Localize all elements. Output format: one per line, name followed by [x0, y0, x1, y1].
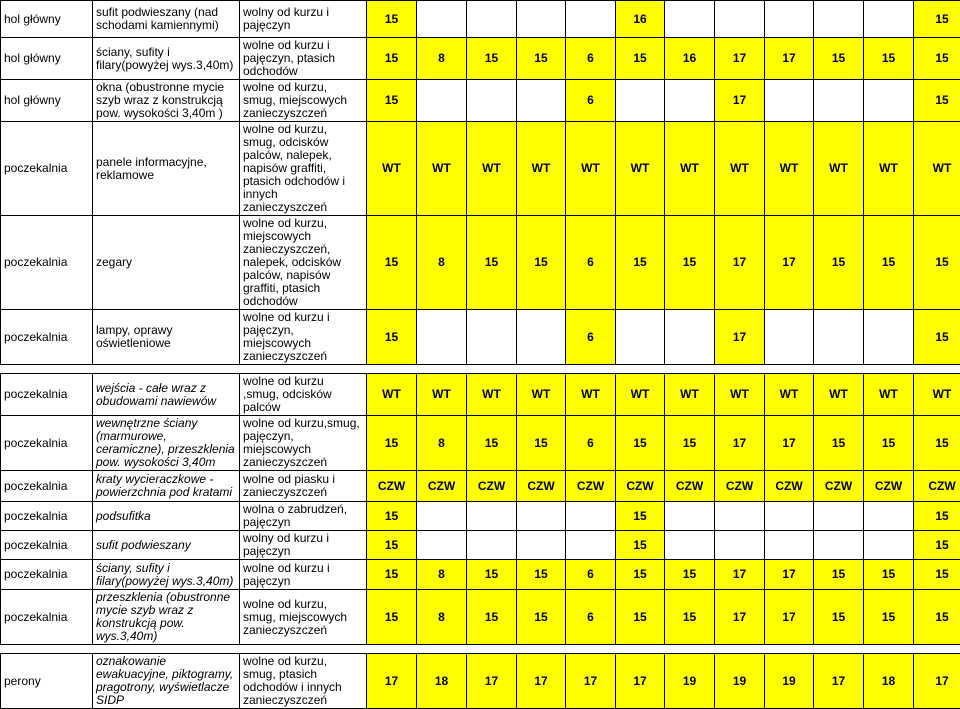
requirements-cell: wolne od kurzu,smug, pajęczyn, miejscowych zanieczyszczeń: [240, 416, 367, 471]
element-cell: kraty wycieraczkowe - powierzchnia pod kratami: [93, 471, 240, 502]
element-cell: ściany, sufity i filary(powyżej wys.3,40m): [93, 38, 240, 80]
frequency-cell: 17: [566, 654, 616, 709]
frequency-cell: WT: [715, 122, 765, 216]
frequency-cell: 15: [517, 416, 566, 471]
location-cell: hol główny: [1, 1, 93, 38]
frequency-cell: 8: [417, 216, 467, 310]
frequency-cell: WT: [367, 122, 417, 216]
frequency-cell: WT: [765, 122, 814, 216]
requirements-cell: wolne od kurzu, miejscowych zanieczyszczeń, nalepek, odcisków palców, napisów graffiti, ptasich odchodów: [240, 216, 367, 310]
frequency-cell: [665, 80, 715, 122]
frequency-cell: 15: [665, 560, 715, 590]
frequency-cell: 18: [864, 654, 914, 709]
frequency-cell: WT: [517, 374, 566, 416]
frequency-cell: WT: [864, 374, 914, 416]
frequency-cell: 15: [367, 216, 417, 310]
frequency-cell: 15: [616, 216, 665, 310]
frequency-cell: [715, 531, 765, 560]
requirements-cell: wolne od kurzu ,smug, odcisków palców: [240, 374, 367, 416]
frequency-cell: 17: [715, 590, 765, 645]
frequency-cell: 16: [665, 38, 715, 80]
frequency-cell: [467, 80, 517, 122]
frequency-cell: 15: [864, 216, 914, 310]
frequency-cell: 18: [417, 654, 467, 709]
frequency-cell: [467, 531, 517, 560]
frequency-cell: 15: [616, 560, 665, 590]
frequency-cell: [814, 310, 864, 365]
frequency-cell: 15: [467, 590, 517, 645]
frequency-cell: 15: [616, 38, 665, 80]
element-cell: wejścia - całe wraz z obudowami nawiewów: [93, 374, 240, 416]
location-cell: hol główny: [1, 80, 93, 122]
frequency-cell: WT: [616, 374, 665, 416]
frequency-cell: 6: [566, 216, 616, 310]
frequency-cell: [517, 502, 566, 531]
frequency-cell: WT: [914, 122, 960, 216]
frequency-cell: CZW: [914, 471, 960, 502]
frequency-cell: 6: [566, 416, 616, 471]
frequency-cell: 15: [914, 310, 960, 365]
frequency-cell: [864, 1, 914, 38]
frequency-cell: WT: [814, 122, 864, 216]
frequency-cell: WT: [665, 122, 715, 216]
frequency-cell: 6: [566, 80, 616, 122]
frequency-cell: [417, 531, 467, 560]
frequency-cell: 15: [367, 416, 417, 471]
frequency-cell: 17: [715, 38, 765, 80]
frequency-cell: [864, 310, 914, 365]
location-cell: poczekalnia: [1, 122, 93, 216]
frequency-cell: CZW: [367, 471, 417, 502]
row-separator: [1, 645, 960, 654]
frequency-cell: 15: [814, 216, 864, 310]
frequency-cell: WT: [765, 374, 814, 416]
frequency-cell: [665, 531, 715, 560]
requirements-cell: wolne od kurzu, smug, ptasich odchodów i innych zanieczyszczeń: [240, 654, 367, 709]
location-cell: poczekalnia: [1, 590, 93, 645]
location-cell: hol główny: [1, 38, 93, 80]
location-cell: poczekalnia: [1, 416, 93, 471]
frequency-cell: 19: [715, 654, 765, 709]
frequency-cell: 15: [665, 590, 715, 645]
frequency-cell: 6: [566, 560, 616, 590]
frequency-cell: CZW: [616, 471, 665, 502]
frequency-cell: [417, 80, 467, 122]
frequency-cell: [864, 502, 914, 531]
frequency-cell: 15: [914, 80, 960, 122]
table-row: [1, 531, 960, 560]
frequency-cell: 15: [367, 531, 417, 560]
frequency-cell: CZW: [566, 471, 616, 502]
frequency-cell: 15: [914, 531, 960, 560]
frequency-cell: 16: [616, 1, 665, 38]
frequency-cell: WT: [566, 122, 616, 216]
element-cell: przeszklenia (obustronne mycie szyb wraz z konstrukcją pow. wys.3,40m): [93, 590, 240, 645]
table-row: [1, 416, 960, 471]
frequency-cell: 17: [765, 416, 814, 471]
frequency-cell: 8: [417, 38, 467, 80]
frequency-cell: [467, 1, 517, 38]
frequency-cell: [517, 80, 566, 122]
frequency-cell: [417, 310, 467, 365]
frequency-cell: [814, 502, 864, 531]
frequency-cell: [467, 310, 517, 365]
frequency-cell: 17: [715, 416, 765, 471]
frequency-cell: 15: [367, 38, 417, 80]
frequency-cell: [715, 502, 765, 531]
frequency-cell: 15: [467, 38, 517, 80]
frequency-cell: 15: [864, 416, 914, 471]
frequency-cell: 17: [467, 654, 517, 709]
frequency-cell: CZW: [765, 471, 814, 502]
frequency-cell: 15: [517, 38, 566, 80]
frequency-cell: [517, 531, 566, 560]
element-cell: ściany, sufity i filary(powyżej wys.3,40m): [93, 560, 240, 590]
location-cell: poczekalnia: [1, 310, 93, 365]
requirements-cell: wolne od kurzu i pajęczyn: [240, 560, 367, 590]
table-row: [1, 502, 960, 531]
frequency-cell: 17: [814, 654, 864, 709]
frequency-cell: 15: [914, 38, 960, 80]
element-cell: okna (obustronne mycie szyb wraz z konstrukcją pow. wysokości 3,40m ): [93, 80, 240, 122]
frequency-cell: [517, 310, 566, 365]
frequency-cell: 15: [367, 80, 417, 122]
schedule-body: [1, 1, 960, 709]
frequency-cell: [665, 502, 715, 531]
location-cell: poczekalnia: [1, 560, 93, 590]
frequency-cell: [765, 502, 814, 531]
frequency-cell: WT: [517, 122, 566, 216]
table-row: [1, 560, 960, 590]
location-cell: poczekalnia: [1, 374, 93, 416]
frequency-cell: 17: [616, 654, 665, 709]
frequency-cell: 8: [417, 560, 467, 590]
frequency-cell: 17: [715, 80, 765, 122]
frequency-cell: [814, 1, 864, 38]
element-cell: panele informacyjne, reklamowe: [93, 122, 240, 216]
element-cell: podsufitka: [93, 502, 240, 531]
frequency-cell: 15: [367, 1, 417, 38]
requirements-cell: wolny od kurzu i pajęczyn: [240, 531, 367, 560]
frequency-cell: 15: [914, 416, 960, 471]
frequency-cell: 15: [467, 560, 517, 590]
frequency-cell: WT: [566, 374, 616, 416]
frequency-cell: [864, 80, 914, 122]
table-row: [1, 654, 960, 709]
frequency-cell: 15: [367, 560, 417, 590]
table-row: [1, 590, 960, 645]
frequency-cell: 15: [616, 416, 665, 471]
frequency-cell: WT: [367, 374, 417, 416]
frequency-cell: 17: [765, 38, 814, 80]
frequency-cell: 17: [715, 216, 765, 310]
requirements-cell: wolne od kurzu, smug, odcisków palców, nalepek, napisów graffiti, ptasich odchodów i innych zanieczyszczeń: [240, 122, 367, 216]
requirements-cell: wolne od piasku i zanieczyszczeń: [240, 471, 367, 502]
frequency-cell: 17: [765, 216, 814, 310]
frequency-cell: 15: [367, 502, 417, 531]
frequency-cell: WT: [914, 374, 960, 416]
requirements-cell: wolne od kurzu, smug, miejscowych zanieczyszczeń: [240, 590, 367, 645]
table-row: [1, 216, 960, 310]
frequency-cell: [715, 1, 765, 38]
frequency-cell: [814, 80, 864, 122]
frequency-cell: 15: [665, 416, 715, 471]
requirements-cell: wolne od kurzu, smug, miejscowych zanieczyszczeń: [240, 80, 367, 122]
frequency-cell: 15: [517, 216, 566, 310]
location-cell: perony: [1, 654, 93, 709]
frequency-cell: 17: [765, 560, 814, 590]
frequency-cell: 15: [517, 590, 566, 645]
frequency-cell: [616, 80, 665, 122]
frequency-cell: WT: [665, 374, 715, 416]
frequency-cell: 15: [367, 590, 417, 645]
frequency-cell: 15: [367, 310, 417, 365]
frequency-cell: [765, 531, 814, 560]
frequency-cell: 19: [765, 654, 814, 709]
table-row: [1, 374, 960, 416]
frequency-cell: 15: [864, 590, 914, 645]
frequency-cell: 15: [467, 216, 517, 310]
table-row: [1, 80, 960, 122]
frequency-cell: 15: [914, 590, 960, 645]
location-cell: poczekalnia: [1, 531, 93, 560]
element-cell: zegary: [93, 216, 240, 310]
frequency-cell: [566, 531, 616, 560]
frequency-cell: WT: [715, 374, 765, 416]
frequency-cell: [864, 531, 914, 560]
frequency-cell: 15: [864, 560, 914, 590]
frequency-cell: 15: [914, 560, 960, 590]
frequency-cell: [467, 502, 517, 531]
frequency-cell: 15: [517, 560, 566, 590]
frequency-cell: [417, 502, 467, 531]
frequency-cell: 17: [765, 590, 814, 645]
frequency-cell: CZW: [517, 471, 566, 502]
frequency-cell: 15: [814, 416, 864, 471]
requirements-cell: wolna o zabrudzeń, pajęczyn: [240, 502, 367, 531]
frequency-cell: CZW: [665, 471, 715, 502]
table-row: [1, 310, 960, 365]
frequency-cell: [765, 1, 814, 38]
location-cell: poczekalnia: [1, 502, 93, 531]
location-cell: poczekalnia: [1, 471, 93, 502]
frequency-cell: WT: [864, 122, 914, 216]
row-separator: [1, 365, 960, 374]
element-cell: wewnętrzne ściany (marmurowe, ceramiczne), przeszklenia pow. wysokości 3,40m: [93, 416, 240, 471]
frequency-cell: CZW: [864, 471, 914, 502]
element-cell: sufit podwieszany: [93, 531, 240, 560]
frequency-cell: 15: [467, 416, 517, 471]
frequency-cell: 17: [517, 654, 566, 709]
table-row: [1, 38, 960, 80]
table-row: [1, 1, 960, 38]
frequency-cell: 6: [566, 38, 616, 80]
frequency-cell: CZW: [715, 471, 765, 502]
frequency-cell: 15: [616, 590, 665, 645]
frequency-cell: [417, 1, 467, 38]
requirements-cell: wolne od kurzu i pajęczyn, miejscowych zanieczyszczeń: [240, 310, 367, 365]
frequency-cell: WT: [616, 122, 665, 216]
frequency-cell: CZW: [467, 471, 517, 502]
element-cell: lampy, oprawy oświetleniowe: [93, 310, 240, 365]
frequency-cell: 19: [665, 654, 715, 709]
frequency-cell: WT: [467, 374, 517, 416]
frequency-cell: [765, 310, 814, 365]
frequency-cell: 8: [417, 416, 467, 471]
frequency-cell: [566, 502, 616, 531]
frequency-cell: 15: [616, 531, 665, 560]
frequency-cell: CZW: [814, 471, 864, 502]
location-cell: poczekalnia: [1, 216, 93, 310]
frequency-cell: 15: [665, 216, 715, 310]
frequency-cell: 15: [914, 502, 960, 531]
frequency-cell: 17: [367, 654, 417, 709]
frequency-cell: 17: [715, 560, 765, 590]
frequency-cell: 17: [715, 310, 765, 365]
frequency-cell: 6: [566, 310, 616, 365]
frequency-cell: [517, 1, 566, 38]
frequency-cell: 17: [914, 654, 960, 709]
frequency-cell: 15: [914, 1, 960, 38]
table-row: [1, 122, 960, 216]
element-cell: oznakowanie ewakuacyjne, piktogramy, pragotrony, wyświetlacze SIDP: [93, 654, 240, 709]
frequency-cell: 15: [616, 502, 665, 531]
frequency-cell: [665, 310, 715, 365]
frequency-cell: WT: [467, 122, 517, 216]
frequency-cell: [765, 80, 814, 122]
frequency-cell: WT: [814, 374, 864, 416]
frequency-cell: CZW: [417, 471, 467, 502]
requirements-cell: wolny od kurzu i pajęczyn: [240, 1, 367, 38]
frequency-cell: 15: [814, 560, 864, 590]
frequency-cell: 15: [864, 38, 914, 80]
frequency-cell: 15: [814, 38, 864, 80]
element-cell: sufit podwieszany (nad schodami kamiennymi): [93, 1, 240, 38]
frequency-cell: WT: [417, 374, 467, 416]
frequency-cell: 8: [417, 590, 467, 645]
frequency-cell: [665, 1, 715, 38]
frequency-cell: [566, 1, 616, 38]
frequency-cell: [814, 531, 864, 560]
requirements-cell: wolne od kurzu i pajęczyn, ptasich odchodów: [240, 38, 367, 80]
frequency-cell: [616, 310, 665, 365]
frequency-cell: WT: [417, 122, 467, 216]
frequency-cell: 6: [566, 590, 616, 645]
table-row: [1, 471, 960, 502]
frequency-cell: 15: [814, 590, 864, 645]
frequency-cell: 15: [914, 216, 960, 310]
